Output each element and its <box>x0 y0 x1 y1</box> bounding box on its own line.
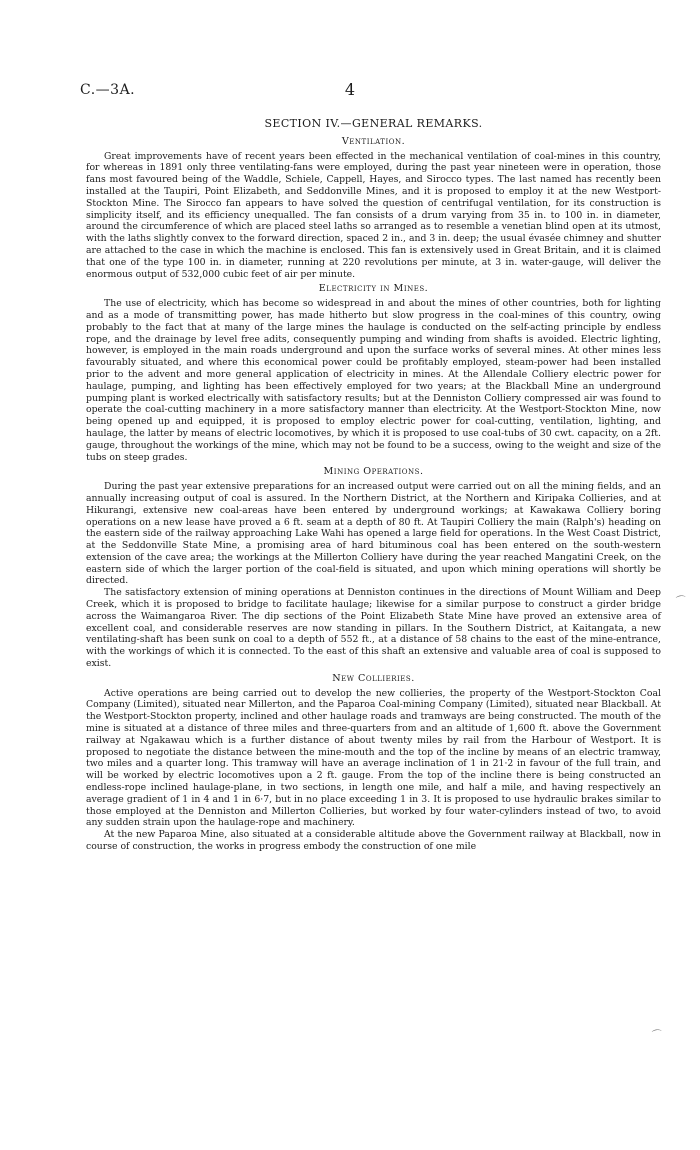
heading-new-collieries: New Collieries. <box>332 672 415 684</box>
margin-mark: ⌒ <box>675 595 687 608</box>
page-number: 4 <box>344 80 356 99</box>
paragraph-new-collieries-1: Active operations are being carried out to develop the new collieries, the property of the Westport-Stockton Coal Company (Limited), situated near Millerton, and the Paparoa Coal-mining Company (Limited), situated near Blackball. At the Westport-Stockton property, inclined and other haulage roads and tramways are being constructed. The mouth of the mine is situated at a distance of three miles and three-quarters from and an altitude of 1,600 ft. above the Government railway at Ngakawau which is a further distance of about twenty miles by rail from the Harbour of Westport. It is proposed to negotiate the distance between the mine-mouth and the top of the incline by means of an electric tramway, two miles and a quarter long. This tramway will have an average inclination of 1 in 21·2 in favour of the full train, and will be worked by electric locomotives upon a 2 ft. gauge. From the top of the incline there is being constructed an endless-rope inclined haulage-plane, in two sections, in length one mile, and half a mile, and having respectively an average gradient of 1 in 4 and 1 in 6·7, but in no place exceeding 1 in 3. It is proposed to use hydraulic brakes similar to those employed at the Denniston and Millerton Collieries, but worked by four water-cylinders instead of two, to avoid any sudden strain upon the haulage-rope and machinery. <box>86 687 661 829</box>
paragraph-electricity: The use of electricity, which has become so widespread in and about the mines of other countries, both for lighting and as a mode of transmitting power, has made hitherto but slow progress in the coal-mines of this country, owing probably to the fact that at many of the large mines the haulage is conducted on the self-acting principle by endless rope, and the drainage by level free adits, consequently pumping and winding from shafts is avoided. Electric lighting, however, is employed in the main roads underground and upon the surface works of several mines. At other mines less favourably situated, and where this economical power could be profitably employed, steam-power had been installed prior to the advent and more general application of electricity in mines. At the Allendale Colliery electric power for haulage, pumping, and lighting has been effectively employed for two years; at the Blackball Mine an underground pumping plant is worked electrically with satisfactory results; but at the Denniston Colliery compressed air was found to operate the coal-cutting machinery in a more satisfactory manner than electricity. At the Westport-Stockton Mine, now being opened up and equipped, it is proposed to employ electric power for coal-cutting, ventilation, lighting, and haulage, the latter by means of electric locomotives, by which it is proposed to use coal-tubs of 30 cwt. capacity, on a 2ft. gauge, throughout the workings of the mine, which may not be found to be a success, owing to the weight and size of the tubs on steep grades. <box>86 298 661 463</box>
heading-mining-operations: Mining Operations. <box>323 466 424 478</box>
text-column <box>86 118 661 853</box>
heading-electricity: Electricity in Mines. <box>318 283 429 295</box>
document-reference: C.—3A. <box>80 82 136 98</box>
paragraph-new-collieries-2: At the new Paparoa Mine, also situated at a considerable altitude above the Government railway at Blackball, now in course of construction, the works in progress embody the construction of one mile <box>86 829 661 853</box>
paragraph-mining-operations-2: The satisfactory extension of mining operations at Denniston continues in the directions of Mount William and Deep Creek, which it is proposed to bridge to facilitate haulage; likewise for a similar purpose to construct a girder bridge across the Waimangaroa River. The dip sections of the Point Elizabeth State Mine have proved an extensive area of excellent coal, and considerable reserves are now standing in pillars. In the Southern District, at Kaitangata, a new ventilating-shaft has been sunk on coal to a depth of 552 ft., at a distance of 58 chains to the east of the mine-entrance, with the workings of which it is connected. To the east of this shaft an extensive and valuable area of coal is supposed to exist. <box>86 587 661 670</box>
paragraph-mining-operations-1: During the past year extensive preparations for an increased output were carried out on all the mining fields, and an annually increasing output of coal is assured. In the Northern District, at the Northern and Kiripaka Collieries, and at Hikurangi, extensive new coal-areas have been entered by underground workings; at Kawakawa Colliery boring operations on a new lease have proved a 6 ft. seam at a depth of 80 ft. At Taupiri Colliery the main (Ralph's) heading on the eastern side of the railway approaching Lake Wahi has opened a large field for operations. In the West Coast District, at the Seddonville State Mine, a promising area of hard bituminous coal has been entered on the south-western extension of the cave area; the workings at the Millerton Colliery have during the year reached Mangatini Creek, on the eastern side of which the larger portion of the coal-field is situated, and upon which mining operations will shortly be directed. <box>86 481 661 587</box>
section-title: SECTION IV.—GENERAL REMARKS. <box>264 117 483 130</box>
paragraph-ventilation: Great improvements have of recent years been effected in the mechanical ventilation of coal-mines in this country, for whereas in 1891 only three ventilating-fans were employed, during the past year nineteen were in operation, those fans most favoured being of the Waddle, Schiele, Cappell, Hayes, and Sirocco types. The last named has recently been installed at the Taupiri, Point Elizabeth, and Seddonville Mines, and it is proposed to employ it at the new Westport-Stockton Mine. The Sirocco fan appears to have solved the question of centrifugal ventilation, for its construction is simplicity itself, and its efficiency unequalled. The fan consists of a drum varying from 35 in. to 100 in. in diameter, around the circumference of which are placed steel laths so arranged as to resemble a venetian blind open at its utmost, with the laths slightly convex to the forward direction, spaced 2 in., and 3 in. deep; the usual évasée chimney and shutter are attached to the case in which the machine is enclosed. This fan is extensively used in Great Britain, and it is claimed that one of the type 100 in. in diameter, running at 220 revolutions per minute, at 3 in. water-gauge, will deliver the enormous output of 532,000 cubic feet of air per minute. <box>86 150 661 280</box>
heading-ventilation: Ventilation. <box>341 135 406 147</box>
margin-mark: ⌒ <box>651 1029 663 1042</box>
